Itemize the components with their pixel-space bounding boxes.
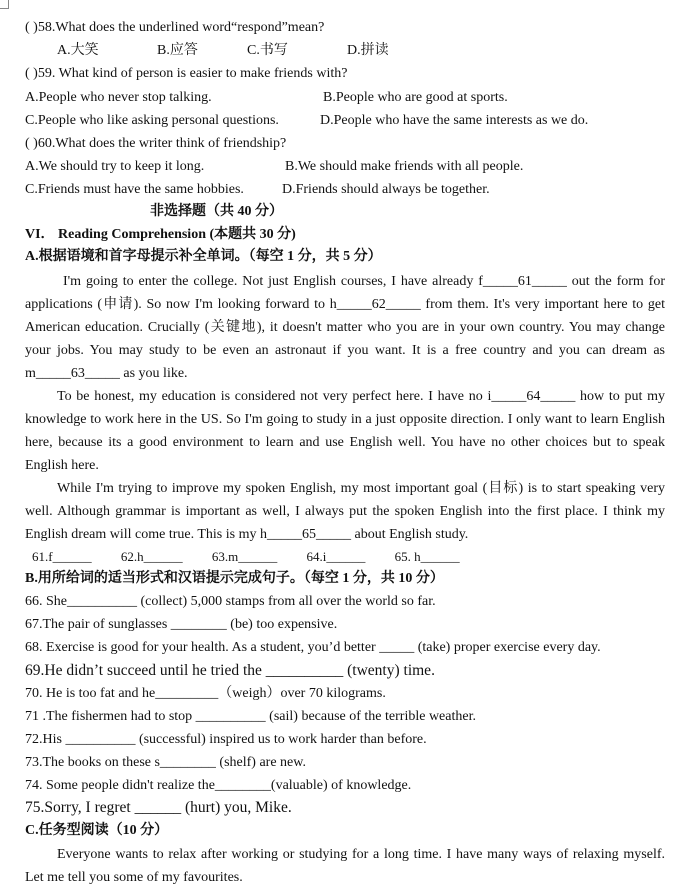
q58-option-d: D.拼读 (347, 43, 389, 58)
part-a-paragraph-2: To be honest, my education is considered not very perfect here. I have no i_____64_____ how to put my knowledge to work here in the US. So I'm going to study in a just opposite direction. I only want to learn English here, because its a good environment to learn and use English well. You have no other choices but to speak English here. (25, 389, 665, 473)
part-b-heading: B.用所给词的适当形式和汉语提示完成句子。（每空 1 分，共 10 分） (25, 571, 444, 586)
part-b-item-67: 67.The pair of sunglasses ________ (be) too expensive. (25, 617, 338, 632)
part-b-item-75: 75.Sorry, I regret ______ (hurt) you, Mike. (25, 799, 292, 816)
q60-option-c: C.Friends must have the same hobbies. (25, 182, 244, 197)
part-a-paragraph-3: While I'm trying to improve my spoken English, my most important goal (目标) is to start speaking very well. Although grammar is important as well, I always put the spoken English into the first place. I think my English dream will come true. This is my h_____65_____ about English study. (25, 481, 665, 542)
part-b-item-70: 70. He is too fat and he_________（weigh）over 70 kilograms. (25, 686, 386, 701)
q58-option-c: C.书写 (247, 43, 288, 58)
blank-63: 63.m______ (211, 549, 278, 564)
q59-option-a: A.People who never stop talking. (25, 90, 212, 105)
q60-option-d: D.Friends should always be together. (282, 182, 490, 197)
part-b-item-66: 66. She__________ (collect) 5,000 stamps from all over the world so far. (25, 594, 436, 609)
section-nonchoice-heading: 非选择题（共 40 分） (150, 204, 283, 219)
q58-stem: ( )58.What does the underlined word“respond”mean? (25, 20, 325, 35)
q59-option-c: C.People who like asking personal questions. (25, 113, 279, 128)
part-b-item-71: 71 .The fishermen had to stop __________ (sail) because of the terrible weather. (25, 709, 476, 724)
q60-option-a: A.We should try to keep it long. (25, 159, 205, 174)
q58-option-a: A.大笑 (57, 43, 99, 58)
part-c-paragraph: Everyone wants to relax after working or studying for a long time. I have many ways of relaxing myself. Let me tell you some of my favourites. (25, 847, 665, 885)
part-b-item-69: 69.He didn’t succeed until he tried the __________ (twenty) time. (25, 662, 435, 679)
page-corner-mark (0, 0, 9, 9)
part-b-item-74: 74. Some people didn't realize the________(valuable) of knowledge. (25, 778, 412, 793)
q59-stem: ( )59. What kind of person is easier to make friends with? (25, 66, 348, 81)
part-a-heading: A.根据语境和首字母提示补全单词。（每空 1 分，共 5 分） (25, 249, 382, 264)
q59-option-d: D.People who have the same interests as we do. (320, 113, 589, 128)
part-b-item-72: 72.His __________ (successful) inspired us to work harder than before. (25, 732, 427, 747)
q60-option-b: B.We should make friends with all people. (285, 159, 524, 174)
part-a-paragraph-1: I'm going to enter the college. Not just English courses, I have already f_____61_____ out the form for applications (申请). So now I'm looking forward to h_____62_____ from them. It's very important here to get American education. Crucially (关键地), it doesn't matter who you are in your own country. You may change your jobs. You may study to be even an astronaut if you want. It is a free country and you can dream as m_____63_____ as you like. (25, 274, 665, 381)
blank-61: 61.f______ (32, 549, 92, 564)
section-vi-heading: VI． Reading Comprehension (本题共 30 分) (25, 227, 296, 242)
blank-65: 65. h______ (394, 549, 460, 564)
part-c-heading: C.任务型阅读（10 分） (25, 823, 169, 838)
q58-option-b: B.应答 (157, 43, 198, 58)
part-a-blank-row (32, 548, 486, 566)
q60-stem: ( )60.What does the writer think of friendship? (25, 136, 287, 151)
blank-64: 64.i______ (306, 549, 366, 564)
part-b-item-68: 68. Exercise is good for your health. As a student, you’d better _____ (take) proper exercise every day. (25, 640, 601, 655)
blank-62: 62.h______ (120, 549, 183, 564)
q59-option-b: B.People who are good at sports. (323, 90, 508, 105)
part-b-item-73: 73.The books on these s________ (shelf) are new. (25, 755, 306, 770)
